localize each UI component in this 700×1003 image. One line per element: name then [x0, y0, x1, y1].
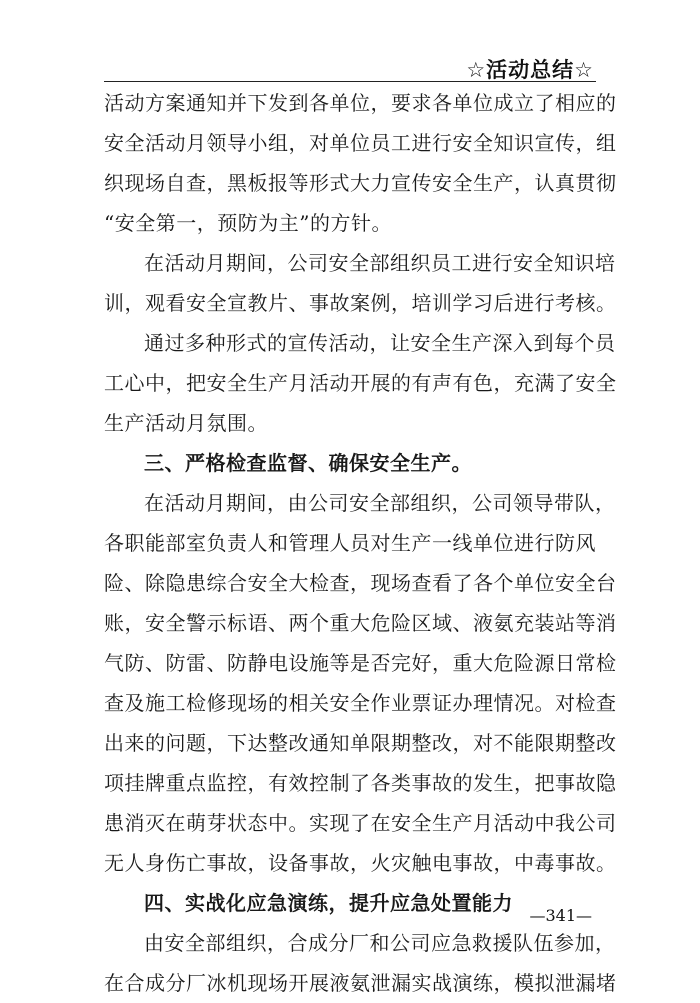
- body-line: 活动方案通知并下发到各单位，要求各单位成立了相应的: [104, 91, 617, 115]
- body-line: 气防、防雷、防静电设施等是否完好，重大危险源日常检: [104, 651, 617, 675]
- body-line: 在活动月期间，公司安全部组织员工进行安全知识培: [144, 251, 616, 275]
- section-heading: 三、严格检查监督、确保安全生产。: [144, 451, 472, 475]
- body-line: 查及施工检修现场的相关安全作业票证办理情况。对检查: [104, 691, 617, 715]
- body-line: “安全第一，预防为主”的方针。: [104, 211, 392, 235]
- body-line: 工心中，把安全生产月活动开展的有声有色，充满了安全: [104, 371, 617, 395]
- document-body: [104, 83, 617, 1003]
- page-header-title: ☆活动总结☆: [466, 58, 594, 82]
- body-line: 织现场自查，黑板报等形式大力宣传安全生产，认真贯彻: [104, 171, 617, 195]
- body-line: 险、除隐患综合安全大检查，现场查看了各个单位安全台: [104, 571, 617, 595]
- section-heading: 四、实战化应急演练，提升应急处置能力: [144, 891, 513, 915]
- body-line: 项挂牌重点监控，有效控制了各类事故的发生，把事故隐: [104, 771, 617, 795]
- body-line: 通过多种形式的宣传活动，让安全生产深入到每个员: [144, 331, 616, 355]
- body-line: 生产活动月氛围。: [104, 411, 268, 435]
- body-line: 患消灭在萌芽状态中。实现了在安全生产月活动中我公司: [104, 811, 617, 835]
- body-line: 在活动月期间，由公司安全部组织，公司领导带队，: [144, 491, 616, 515]
- body-line: 安全活动月领导小组，对单位员工进行安全知识宣传，组: [104, 131, 617, 155]
- body-line: 出来的问题，下达整改通知单限期整改，对不能限期整改: [104, 731, 617, 755]
- body-line: 由安全部组织，合成分厂和公司应急救援队伍参加，: [144, 931, 616, 955]
- body-line: 训，观看安全宣教片、事故案例，培训学习后进行考核。: [104, 291, 617, 315]
- page-number: —341—: [529, 906, 592, 925]
- body-line: 各职能部室负责人和管理人员对生产一线单位进行防风: [104, 531, 596, 555]
- body-line: 无人身伤亡事故，设备事故，火灾触电事故，中毒事故。: [104, 851, 617, 875]
- body-line: 在合成分厂冰机现场开展液氨泄漏实战演练，模拟泄漏堵: [104, 971, 617, 995]
- body-line: 账，安全警示标语、两个重大危险区域、液氨充装站等消: [104, 611, 617, 635]
- header-divider: [104, 81, 596, 82]
